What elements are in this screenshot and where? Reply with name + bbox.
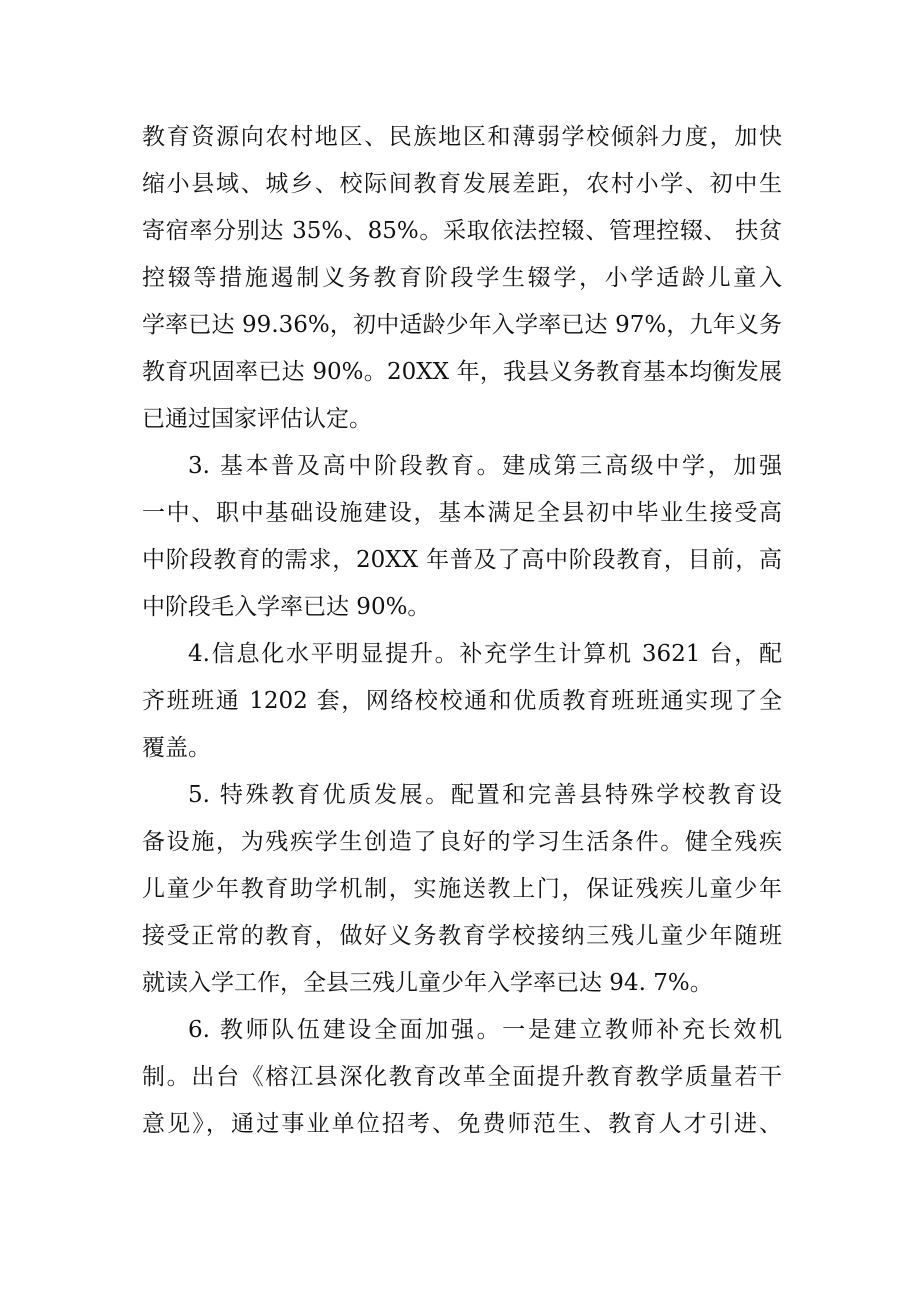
text-line: 备设施，为残疾学生创造了良好的学习生活条件。健全残疾	[142, 829, 782, 855]
text-line: 齐班班通 1202 套，网络校校通和优质教育班班通实现了全	[142, 688, 782, 714]
text-line: 教育资源向农村地区、民族地区和薄弱学校倾斜力度，加快	[142, 124, 782, 150]
text-line: 缩小县域、城乡、校际间教育发展差距，农村小学、初中生	[142, 171, 782, 197]
text-line: 一中、职中基础设施建设，基本满足全县初中毕业生接受高	[142, 500, 782, 526]
text-line: 教育巩固率已达 90%。20XX 年，我县义务教育基本均衡发展	[142, 359, 782, 385]
paragraph-1	[142, 114, 782, 443]
text-line: 接受正常的教育，做好义务教育学校接纳三残儿童少年随班	[142, 923, 782, 949]
text-line: 5. 特殊教育优质发展。配置和完善县特殊学校教育设	[188, 782, 782, 808]
text-line: 中阶段教育的需求，20XX 年普及了高中阶段教育，目前，高	[142, 547, 782, 573]
text-line: 3. 基本普及高中阶段教育。建成第三高级中学，加强	[188, 453, 782, 479]
paragraph-3	[142, 631, 782, 772]
text-line: 已通过国家评估认定。	[142, 406, 372, 432]
text-line: 儿童少年教育助学机制，实施送教上门，保证残疾儿童少年	[142, 876, 782, 902]
paragraph-5	[142, 1007, 782, 1148]
document-body	[142, 114, 782, 1148]
text-line: 覆盖。	[142, 735, 211, 761]
paragraph-2	[142, 443, 782, 631]
text-line: 学率已达 99.36%，初中适龄少年入学率已达 97%，九年义务	[142, 312, 782, 338]
text-line: 中阶段毛入学率已达 90%。	[142, 594, 431, 620]
text-line: 寄宿率分别达 35%、85%。采取依法控辍、管理控辍、 扶贫	[142, 218, 782, 244]
text-line: 意见》，通过事业单位招考、免费师范生、教育人才引进、	[142, 1111, 782, 1137]
paragraph-4	[142, 772, 782, 1007]
text-line: 制。出台《榕江县深化教育改革全面提升教育教学质量若干	[142, 1064, 782, 1090]
text-line: 就读入学工作，全县三残儿童少年入学率已达 94. 7%。	[142, 970, 713, 996]
text-line: 4.信息化水平明显提升。补充学生计算机 3621 台，配	[188, 641, 782, 667]
text-line: 控辍等措施遏制义务教育阶段学生辍学，小学适龄儿童入	[142, 265, 782, 291]
text-line: 6. 教师队伍建设全面加强。一是建立教师补充长效机	[188, 1017, 782, 1043]
